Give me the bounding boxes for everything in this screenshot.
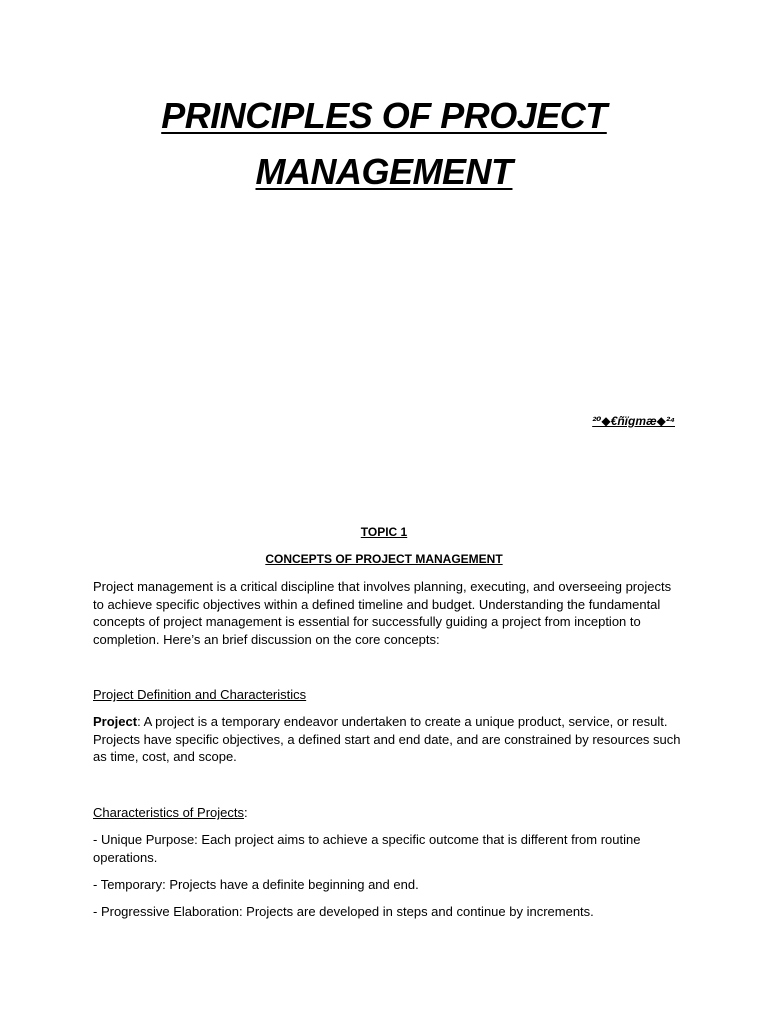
topic-label: TOPIC 1 — [360, 525, 408, 539]
list-item: - Unique Purpose: Each project aims to achieve a specific outcome that is different from routine operations. — [93, 832, 641, 865]
title-line-2: MANAGEMENT — [255, 151, 513, 192]
characteristics-heading-text: Characteristics of Projects — [93, 805, 244, 820]
list-item: - Progressive Elaboration: Projects are developed in steps and continue by increments. — [93, 904, 594, 919]
project-definition-text: : A project is a temporary endeavor undertaken to create a unique product, service, or result. Projects have specific objectives, a defined start and end date, and are constrained by resources such as time, cost, and scope. — [93, 714, 681, 764]
author-mark: ²⁰◆€ñïgmæ◆²⁴ — [592, 414, 675, 428]
intro-paragraph: Project management is a critical discipline that involves planning, executing, and overseeing projects to achieve specific objectives within a defined timeline and budget. Understanding the fundamental concepts of project management is essential for successfully guiding a project from inception to completion. Here’s an brief discussion on the core concepts: — [93, 579, 672, 647]
project-definition-paragraph — [93, 713, 683, 766]
section-heading-characteristics — [93, 804, 683, 822]
topic-title: CONCEPTS OF PROJECT MANAGEMENT — [265, 552, 503, 566]
title-line-1: PRINCIPLES OF PROJECT — [161, 95, 607, 136]
characteristics-heading-colon: : — [244, 805, 248, 820]
document-title — [0, 88, 768, 200]
project-term: Project — [93, 714, 138, 729]
list-item: - Temporary: Projects have a definite beginning and end. — [93, 877, 419, 892]
section-heading-definition: Project Definition and Characteristics — [93, 687, 307, 702]
